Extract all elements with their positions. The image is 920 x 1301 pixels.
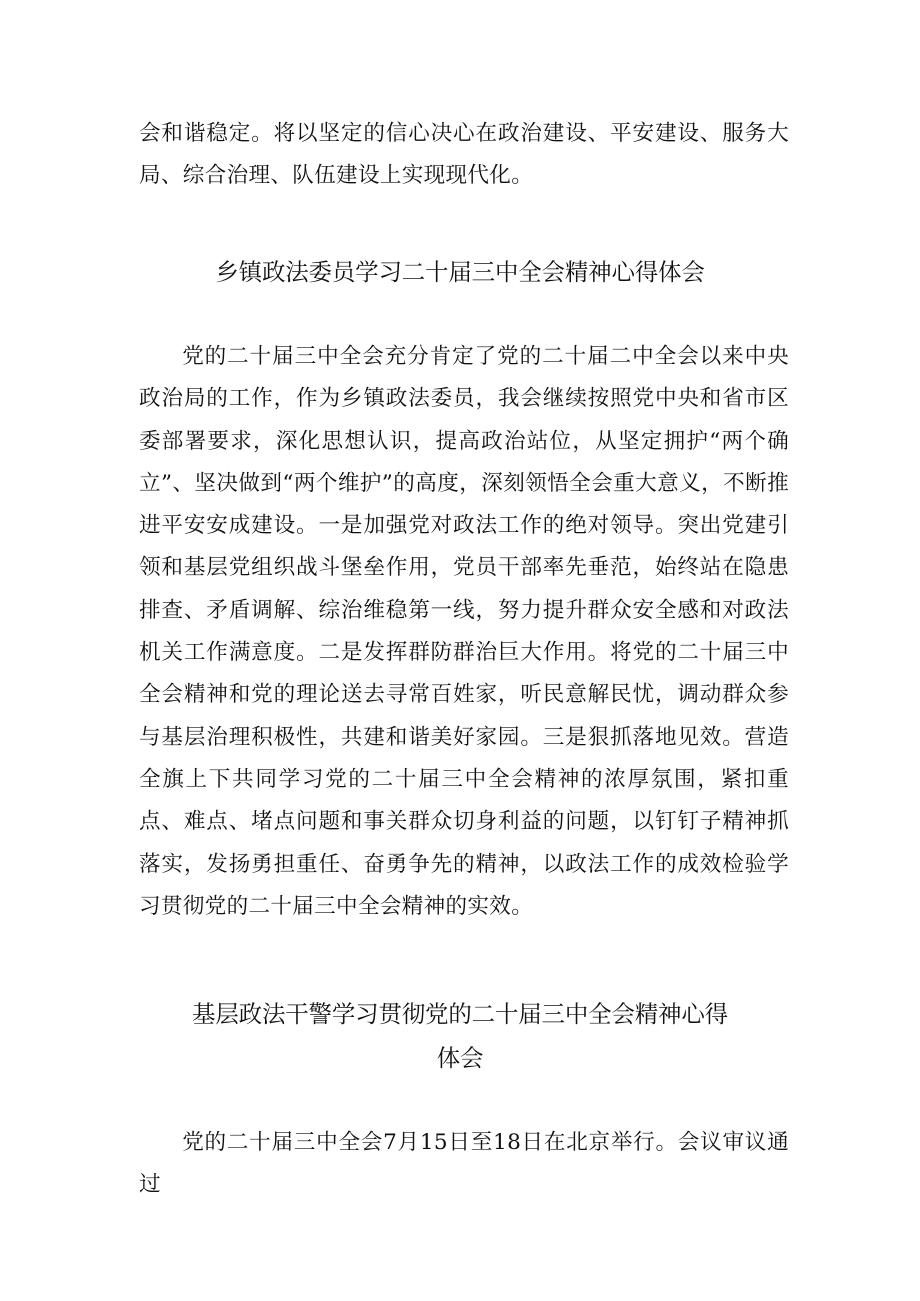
section2-title-line2: 体会 [436,1044,484,1072]
section2-title-line1: 基层政法干警学习贯彻党的二十届三中全会精神心得 [192,1000,728,1028]
intro-paragraph: 会和谐稳定。将以坚定的信心决心在政治建设、平安建设、服务大局、综合治理、队伍建设上实现现代化。 [139,121,789,189]
section1-body: 党的二十届三中全会充分肯定了党的二十届二中全会以来中央政治局的工作，作为乡镇政法委员，我会继续按照党中央和省市区委部署要求，深化思想认识，提高政治站位，从坚定拥护“两个确立”、坚决做到“两个维护”的高度，深刻领悟全会重大意义，不断推进平安安成建设。一是加强党对政法工作的绝对领导。突出党建引领和基层党组织战斗堡垒作用，党员干部率先垂范，始终站在隐患排查、矛盾调解、综治维稳第一线，努力提升群众安全感和对政法机关工作满意度。二是发挥群防群治巨大作用。将党的二十届三中全会精神和党的理论送去寻常百姓家，听民意解民忧，调动群众参与基层治理积极性，共建和谐美好家园。三是狠抓落地见效。营造全旗上下共同学习党的二十届三中全会精神的浓厚氛围，紧扣重点、难点、堵点问题和事关群众切身利益的问题，以钉钉子精神抓落实，发扬勇担重任、奋勇争先的精神，以政法工作的成效检验学习贯彻党的二十届三中全会精神的实效。 [139,344,789,919]
section2-title [120,992,800,1080]
section1-title: 乡镇政法委员学习二十届三中全会精神心得体会 [215,258,705,286]
section2-body: 党的二十届三中全会7月15日至18日在北京举行。会议审议通过 [139,1130,789,1198]
